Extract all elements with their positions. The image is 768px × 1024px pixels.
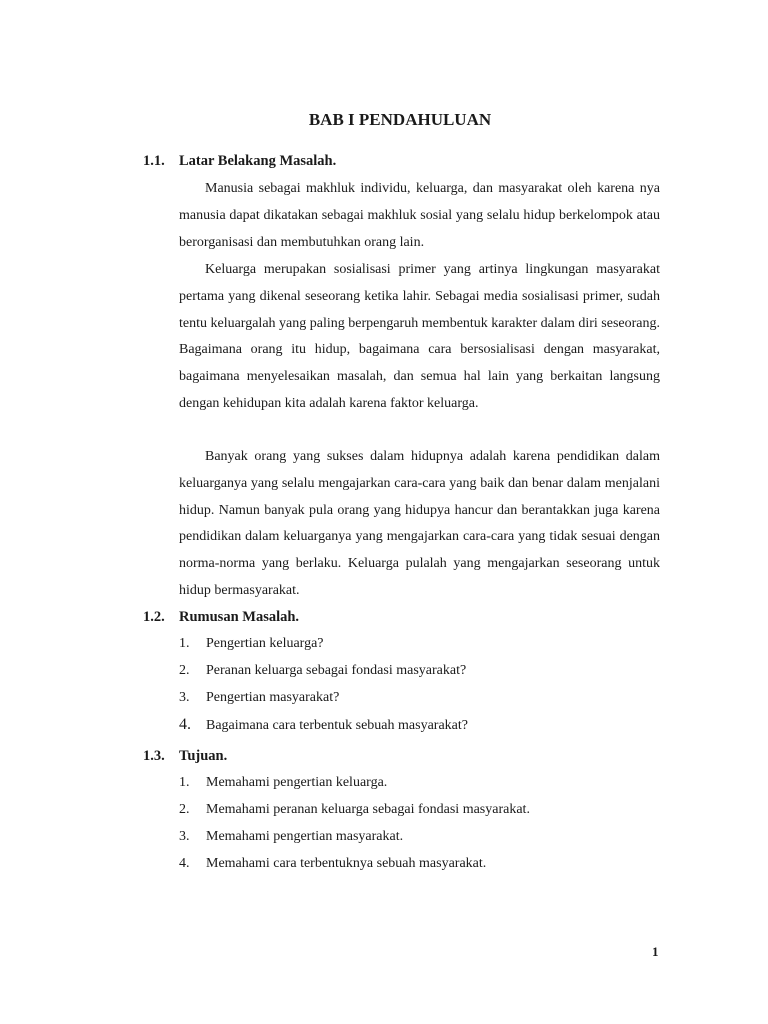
section-number: 1.2.	[143, 609, 165, 625]
paragraph: Banyak orang yang sukses dalam hidupnya adalah karena pendidikan dalam keluarganya yang selalu mengajarkan cara-cara yang baik dan benar dalam menjalani hidup. Namun banyak pula orang yang hidupya hancur dan berantakkan juga karena pendidikan dalam keluarganya yang mengajarkan cara-cara yang tidak sesuai dengan norma-norma yang berlaku. Keluarga pulalah yang mengajarkan seseorang untuk hidup bermasyarakat.	[179, 449, 660, 598]
list-item: Peranan keluarga sebagai fondasi masyarakat?	[206, 663, 467, 678]
list-item: Memahami pengertian keluarga.	[206, 775, 388, 790]
list-item-number: 4.	[179, 716, 191, 733]
list-item-number: 3.	[179, 690, 190, 705]
section-number: 1.3.	[143, 748, 165, 764]
paragraph: Manusia sebagai makhluk individu, keluarga, dan masyarakat oleh karena nya manusia dapat dikatakan sebagai makhluk sosial yang selalu hidup berkelompok atau berorganisasi dan membutuhkan orang lain.	[179, 181, 660, 250]
list-item-number: 1.	[179, 636, 190, 651]
list-item: Memahami pengertian masyarakat.	[206, 829, 404, 844]
paragraph: Keluarga merupakan sosialisasi primer yang artinya lingkungan masyarakat pertama yang dikenal seseorang ketika lahir. Sebagai media sosialisasi primer, sudah tentu keluargalah yang paling berpengaruh membentuk karakter dalam diri seseorang. Bagaimana orang itu hidup, bagaimana cara bersosialisasi dengan masyarakat, bagaimana menyelesaikan masalah, dan semua hal lain yang berkaitan langsung dengan kehidupan kita adalah karena faktor keluarga.	[179, 262, 661, 411]
section-heading: Latar Belakang Masalah.	[179, 153, 337, 169]
list-item: Bagaimana cara terbentuk sebuah masyarakat?	[206, 718, 468, 733]
section-number: 1.1.	[143, 153, 165, 169]
list-item-number: 3.	[179, 829, 190, 844]
section-heading: Rumusan Masalah.	[179, 609, 300, 625]
list-item-number: 1.	[179, 775, 190, 790]
list-item: Pengertian masyarakat?	[206, 690, 340, 705]
list-item-number: 2.	[179, 663, 190, 678]
list-item-number: 4.	[179, 856, 190, 871]
section-heading: Tujuan.	[179, 748, 228, 764]
list-item: Memahami cara terbentuknya sebuah masyarakat.	[206, 856, 487, 871]
list-item-number: 2.	[179, 802, 190, 817]
page-title: BAB I PENDAHULUAN	[308, 110, 492, 129]
page-number: 1	[652, 944, 659, 959]
list-item: Memahami peranan keluarga sebagai fondasi masyarakat.	[206, 802, 530, 817]
list-item: Pengertian keluarga?	[206, 636, 324, 651]
